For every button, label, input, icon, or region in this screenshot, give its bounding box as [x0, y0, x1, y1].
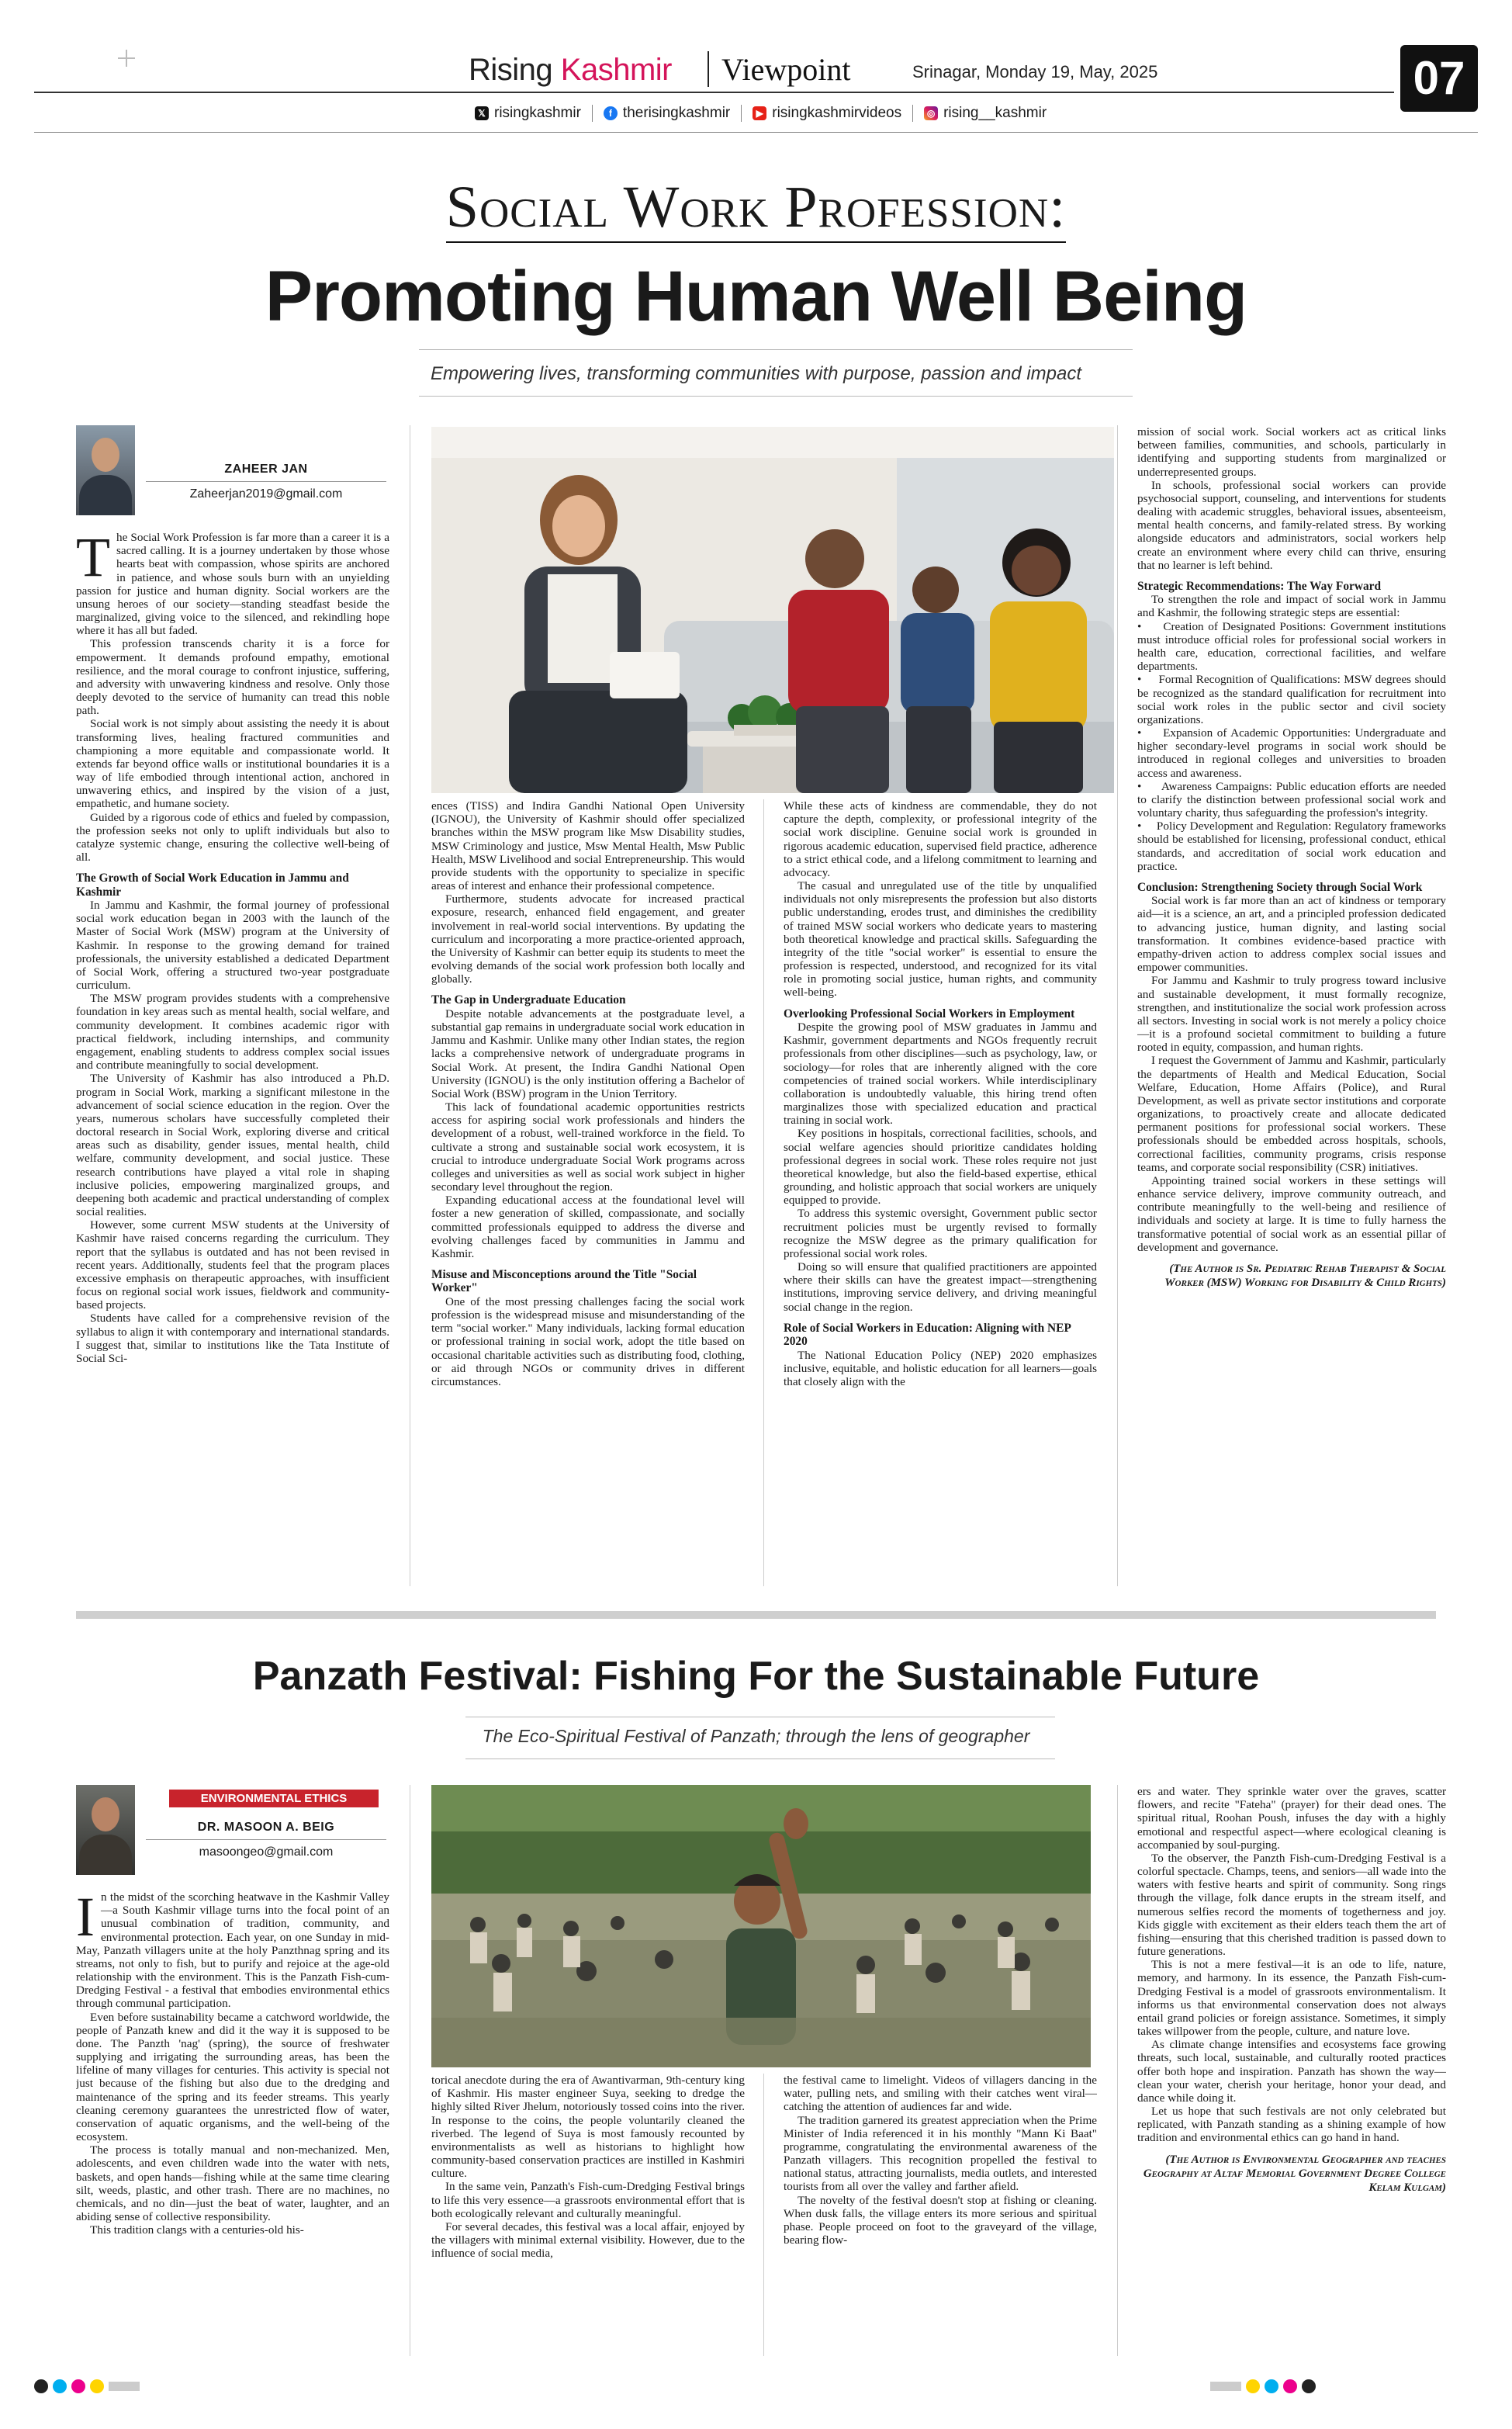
paragraph: mission of social work. Social workers act as critical links between families, communities, and schools, particularly in identifying and supporting students from marginalized or underrepresented groups.	[1137, 425, 1446, 479]
paragraph: For several decades, this festival was a local affair, enjoyed by the villagers with minimal external visibility. However, due to the influence of social media,	[431, 2219, 745, 2261]
subheading: Conclusion: Strengthening Society through Social Work	[1137, 880, 1423, 894]
byline-rule	[146, 481, 386, 482]
social-instagram[interactable]	[924, 105, 1047, 122]
social-youtube[interactable]	[753, 105, 901, 122]
paragraph: The novelty of the festival doesn't stop at fishing or cleaning. When dusk falls, the village enters its more serious and spiritual phase. People proceed on foot to the graveyard of the village, bearing flow-	[784, 2193, 1097, 2247]
kicker-text: Social Work Profession:	[446, 175, 1066, 243]
paragraph: While these acts of kindness are commendable, they do not capture the depth, complexity, or professional integrity of the social work discipline. Genuine social work is grounded in rigorous academic education, supervised field practice, adherence to a strict ethical code, and a lifelong commitment to learning and advocacy.	[784, 799, 1097, 879]
paragraph: Furthermore, students advocate for increased practical exposure, research, enhanced field engagement, and greater involvement in real-world social interventions. By updating the curriculum and incorporating a more practice-oriented approach, the University of Kashmir can better equip its students to meet the evolving demands of the social work profession both locally and globally.	[431, 892, 745, 986]
paragraph: To address this systemic oversight, Government public sector recruitment policies must be urgently revised to formally recognize the MSW degree as the primary qualification for professional social work roles.	[784, 1207, 1097, 1260]
print-registration-left	[34, 2376, 140, 2396]
paragraph: For Jammu and Kashmir to truly progress toward inclusive and sustainable development, it must formally recognize, strengthen, and institutionalize the social work profession across all sectors. Investing in social work is not merely a policy choice—it is a profound societal commitment to building a future rooted in equity, compassion, and human rights.	[1137, 974, 1446, 1055]
paragraph: Expanding educational access at the foundational level will foster a new generation of skilled, compassionate, and socially committed professionals equipped to address the diverse and evolving challenges faced by communities in Jammu and Kashmir.	[431, 1194, 745, 1260]
list-item: • Expansion of Academic Opportunities: Undergraduate and higher secondary-level programs in social work should be introduced in regional colleges and universities to broaden access and awareness.	[1137, 726, 1446, 780]
masthead-rule-2	[34, 132, 1478, 133]
divider	[741, 105, 742, 122]
paragraph: ers and water. They sprinkle water over the graves, scatter flowers, and recite "Fateha" (prayer) for their dead ones. The spiritual ritual, Roohan Poush, infuses the day with a highly emotional and respectful aspect—where ecological cleaning is accompanied by soul-purging.	[1137, 1785, 1446, 1852]
story1-column-1	[76, 531, 389, 1588]
paragraph: In Jammu and Kashmir, the formal journey of professional social work education began in 2003 with the launch of the Master of Social Work (MSW) program at the University of Kashmir. In response to the growing demand for trained professionals, the university established a dedicated Department of Social Work, offering a structured two-year postgraduate curriculum.	[76, 899, 389, 993]
subheading: Strategic Recommendations: The Way Forward	[1137, 579, 1382, 593]
social-x[interactable]	[475, 105, 581, 122]
column-rule	[1117, 425, 1118, 1586]
deck-rule	[419, 396, 1133, 397]
story1-headline: Promoting Human Well Being	[265, 257, 1247, 336]
social-label: risingkashmir	[494, 105, 581, 121]
paragraph: One of the most pressing challenges facing the social work profession is the widespread misuse and misunderstanding of the term "social worker." Many individuals, lacking formal education or professional training in social work, adopt the title based on occasional charitable activities such as distributing food, clothing, or aid through NGOs or community drives in different circumstances.	[431, 1294, 745, 1388]
paragraph: In schools, professional social workers can provide psychosocial support, counseling, and interventions for students dealing with academic struggles, behavioral issues, absenteeism, mental health concerns, and family-related stress. By working alongside educators and administrators, social workers help create an environment where every child can thrive, ensuring that no learner is left behind.	[1137, 478, 1446, 572]
byline-rule	[146, 1839, 386, 1840]
author-email: Zaheerjan2019@gmail.com	[189, 487, 343, 501]
social-label: rising__kashmir	[943, 105, 1047, 121]
instagram-icon: ◎	[924, 106, 938, 120]
story2-column-1	[76, 1890, 389, 2356]
page-number: 07	[1400, 45, 1478, 112]
author-credit: (The Author is Environmental Geographer and teaches Geography at Altaf Memorial Government Degree College Kelam Kulgam)	[1143, 2153, 1446, 2194]
subheading: The Gap in Undergraduate Education	[431, 993, 626, 1007]
paragraph: The process is totally manual and non-mechanized. Men, adolescents, and even children wade into the water with nets, baskets, and open hands—fishing while at the same time clearing silt, weeds, plastic, and other trash. There are no machines, no chemicals, and no din—just the beat of water, laughter, and an abiding sense of collective responsibility.	[76, 2143, 389, 2224]
paragraph: The tradition garnered its greatest appreciation when the Prime Minister of India referenced it in his monthly "Mann Ki Baat" programme, congratulating the environmental awareness of the Panzath villagers. This recognition propelled the festival to national status, attracting journalists, media outlets, and interested tourists from all over the valley and farther afield.	[784, 2113, 1097, 2194]
social-facebook[interactable]	[604, 105, 730, 122]
author-email: masoongeo@gmail.com	[199, 1845, 334, 1859]
paragraph: ences (TISS) and Indira Gandhi National Open University (IGNOU), the University of Kashmir should offer specialized branches within the MSW program like Msw Disability studies, MSW Criminology and justice, Msw Mental Health, Msw Public Health, MSW Livelihood and social Entrepreneurship. This would provide students with the opportunity to specialize in specific areas of interest and enhance their professional competence.	[431, 799, 745, 893]
youtube-icon: ▶	[753, 106, 766, 120]
paragraph: In the same vein, Panzath's Fish-cum-Dredging Festival brings to life this very essence—a grassroots environmental effort that is both ecologically relevant and culturally meaningful.	[431, 2180, 745, 2220]
deck-rule	[419, 349, 1133, 350]
paragraph: The National Education Policy (NEP) 2020 emphasizes inclusive, equitable, and holistic education for all learners—goals that closely align with the	[784, 1348, 1097, 1388]
paragraph: Doing so will ensure that qualified practitioners are appointed where their skills can have the greatest impact—strengthening institutions, improving service delivery, and driving meaningful social change in the region.	[784, 1260, 1097, 1314]
social-label: therisingkashmir	[622, 105, 731, 121]
story2-deck: The Eco-Spiritual Festival of Panzath; through the lens of geographer	[482, 1726, 1030, 1746]
social-label: risingkashmirvideos	[772, 105, 902, 121]
story2-column-3	[784, 2074, 1097, 2356]
paragraph: Guided by a rigorous code of ethics and fueled by compassion, the profession seeks not only to uplift individuals but also to catalyze systemic change, ensuring the collective well-being of all.	[76, 810, 389, 865]
story1-photo	[431, 427, 1114, 793]
list-item: • Formal Recognition of Qualifications: MSW degrees should be recognized as the standard qualification for recruitment into social work roles in the public sector and civil society organizations.	[1137, 673, 1446, 726]
masthead-separator	[708, 51, 709, 87]
paragraph: Social work is not simply about assisting the needy it is about transforming lives, healing fractured communities and championing a more equitable and compassionate world. It extends far beyond office walls or institutional boundaries it is a way of life embodied through intentional action, anchored in unwavering ethics, and inspired by the vision of a just, empathetic, and humane society.	[76, 717, 389, 811]
subheading: The Growth of Social Work Education in Jammu and Kashmir	[76, 871, 349, 899]
paragraph: This tradition clangs with a centuries-old his-	[90, 2223, 304, 2237]
section-name: Viewpoint	[721, 52, 851, 87]
story1-column-2	[431, 799, 745, 1588]
paragraph: Appointing trained social workers in these settings will enhance service delivery, improve community outreach, and contribute meaningfully to the well-being and resilience of individuals and society at large. It is time to fully harness the transformative potential of social work as an essential pillar of development and governance.	[1137, 1173, 1446, 1254]
recommendations-list	[1137, 620, 1446, 873]
paragraph: To the observer, the Panzth Fish-cum-Dredging Festival is a colorful spectacle. Champs, teens, and seniors—all wade into the waters with festive hearts and spirit of community. Song rings through the village, folk dance erupts in the stream itself, and numerous selfies record the moments of togetherness and joy. Kids giggle with excitement as their elders teach them the art of fishing—ensuring that this cherished tradition is passed down to future generations.	[1137, 1851, 1446, 1959]
masthead	[34, 45, 1478, 104]
story2-byline	[76, 1785, 389, 1883]
festival-illustration	[431, 1785, 1091, 2067]
print-registration-right	[1210, 2376, 1316, 2396]
paragraph: This profession transcends charity it is a force for empowerment. It demands profound empathy, emotional resilience, and the moral courage to confront injustice, suffering, and adversity with unwavering kindness and resolve. Only those deeply devoted to the service of humanity can tread this noble path.	[76, 637, 389, 718]
paragraph: Despite the growing pool of MSW graduates in Jammu and Kashmir, government departments and NGOs frequently recruit professionals from other disciplines—such as psychology, law, or sociology—for roles that are inherently aligned with the core competencies of trained social workers. While interdisciplinary collaboration is undoubtedly valuable, this hiring trend often marginalizes those with specialized education and practical training in social work.	[784, 1020, 1097, 1128]
divider	[912, 105, 913, 122]
social-links	[475, 102, 1047, 124]
paragraph: n the midst of the scorching heatwave in the Kashmir Valley—a South Kashmir village turns into the focal point of an unusual combination of tradition, community, and environmental protection. Each year, on one Sunday in mid-May, Panzath villagers unite at the holy Panzthnag spring and its streams, not only to fish, but to purify and rejoice at the age-old relationship with the environment. This is the Panzath Fish-cum-Dredging Festival - a festival that embodies environmental ethics through communal participation.	[76, 1890, 389, 2011]
paragraph: Despite notable advancements at the postgraduate level, a substantial gap remains in undergraduate social work education in Jammu and Kashmir. Unlike many other Indian states, the region lacks a comprehensive network of undergraduate programs in Social Work. At present, the Indira Gandhi National Open University (IGNOU) is the only institution offering a Bachelor of Social Work (BSW) program in the Union Territory.	[431, 1007, 745, 1100]
story1-column-3	[784, 799, 1097, 1588]
author-photo	[76, 1785, 135, 1875]
author-name: ZAHEER JAN	[224, 463, 308, 476]
paragraph: he Social Work Profession is far more than a career it is a sacred calling. It is a journey undertaken by those whose hearts beat with compassion, whose spirits are anchored in patience, and whose souls burn with an unyielding passion for justice and human dignity. Social workers are the unsung heroes of our society—standing steadfast beside the marginalized, giving voice to the silenced, and rekindling hope where it has all but faded.	[76, 531, 389, 638]
story2-column-4	[1137, 1785, 1446, 2356]
author-photo	[76, 425, 135, 515]
column-rule	[763, 799, 764, 1586]
list-item: • Policy Development and Regulation: Regulatory frameworks should be established for licensing, professional conduct, ethical standards, and accreditation of social work education and practice.	[1137, 819, 1446, 873]
story1-column-4	[1137, 425, 1446, 1588]
paragraph: Students have called for a comprehensive revision of the syllabus to align it with contemporary and international standards. I suggest that, similar to institutions like the Tata Institute of Social Sci-	[76, 1312, 389, 1365]
paragraph: Even before sustainability became a catchword worldwide, the people of Panzath knew and did it the way it is supposed to be done. The Panzth 'nag' (spring), the source of freshwater supplying and irrigating the surrounding areas, has been the lifeline of many villages for centuries. This activity is special not just because of the fishing but also due to the dredging and maintenance of the spring and its feeder streams. This yearly cleaning ceremony guarantees the unrestricted flow of water, conservation of aquatic organisms, and the well-being of the ecosystem.	[76, 2010, 389, 2144]
list-item: • Awareness Campaigns: Public education efforts are needed to clarify the distinction between professional social work and voluntary charity, thus safeguarding the profession's integrity.	[1137, 779, 1446, 820]
paragraph: As climate change intensifies and ecosystems face growing threats, such local, sustainable, and culturally rooted practices offer both hope and inspiration. Panzath has shown the way—clean your water, cherish your heritage, honor your dead, and dance while doing it.	[1137, 2038, 1446, 2105]
story2-headline: Panzath Festival: Fishing For the Sustainable Future	[252, 1654, 1260, 1699]
paragraph: Let us hope that such festivals are not only celebrated but replicated, with Panzath standing as a shining example of how tradition and environmental ethics can go hand in hand.	[1137, 2105, 1446, 2145]
story-divider	[76, 1611, 1436, 1619]
paragraph: This lack of foundational academic opportunities restricts access for aspiring social work professionals and hinders the development of a robust, well-trained workforce in the field. To cultivate a strong and sustainable social work ecosystem, it is crucial to introduce undergraduate Social Work programs across colleges and universities as well as social work subject in higher secondary level throughout the region.	[431, 1100, 745, 1194]
dateline: Srinagar, Monday 19, May, 2025	[912, 62, 1158, 81]
drop-cap: I	[76, 1890, 95, 1948]
subheading: Role of Social Workers in Education: Aligning with NEP 2020	[784, 1321, 1071, 1349]
paragraph: The casual and unregulated use of the title by unqualified individuals not only misrepresents the profession but also distorts public understanding, erodes trust, and diminishes the credibility of trained MSW social workers who dedicate years to mastering both theoretical knowledge and practical skills. Safeguarding the integrity of the title "social worker" is essential to ensure the profession is respected, understood, and recognized for its vital role in promoting social justice, human rights, and community well-being.	[784, 879, 1097, 1000]
paragraph: To strengthen the role and impact of social work in Jammu and Kashmir, the following strategic steps are essential:	[1137, 593, 1446, 620]
story2-photo	[431, 1785, 1091, 2067]
divider	[592, 105, 593, 122]
paragraph: The University of Kashmir has also introduced a Ph.D. program in Social Work, marking a significant milestone in the advancement of social science education in the region. Over the years, numerous scholars have successfully completed their doctoral research in Social Work, exploring diverse and critical areas such as disability, gender issues, mental health, child welfare, community development, and social justice. These research contributions have played a vital role in shaping inclusive policies, empowering marginalized groups, and deepening both academic and practical understanding of complex social realities.	[76, 1072, 389, 1219]
subheading: Misuse and Misconceptions around the Title "Social Worker"	[431, 1268, 697, 1295]
paragraph: This is not a mere festival—it is an ode to life, nature, memory, and harmony. In its essence, the Panzath Fish-cum-Dredging Festival is a model of grassroots environmentalism. It informs us that environmental conservation does not always entail grand policies or foreign assistance. Sometimes, it simply takes willpower from the people, culture, and nature love.	[1137, 1958, 1446, 2039]
masthead-rule	[34, 92, 1394, 93]
paragraph: However, some current MSW students at the University of Kashmir have raised concerns regarding the curriculum. They report that the syllabus is outdated and has not been revised in recent years. Additionally, students feel that the program places excessive emphasis on therapeutic approaches, with insufficient focus on regional social work issues, fieldwork and community-based projects.	[76, 1218, 389, 1312]
list-item: • Creation of Designated Positions: Government institutions must introduce official roles for professional social workers in health care, education, correctional facilities, and welfare departments.	[1137, 619, 1446, 674]
drop-cap: T	[76, 531, 110, 588]
column-rule	[1117, 1785, 1118, 2356]
brand-logo: Rising Kashmir	[469, 53, 672, 87]
paragraph: the festival came to limelight. Videos of villagers dancing in the water, pulling nets, and smiling with their catches went viral—catching the attention of audiences far and wide.	[784, 2074, 1097, 2114]
facebook-icon: f	[604, 106, 618, 120]
story1-kicker	[0, 174, 1512, 241]
counseling-illustration	[431, 427, 1114, 793]
story2-column-2	[431, 2074, 745, 2356]
column-rule	[763, 2074, 764, 2356]
subheading: Overlooking Professional Social Workers in Employment	[784, 1007, 1075, 1020]
x-icon: 𝕏	[475, 106, 489, 120]
column-tag: ENVIRONMENTAL ETHICS	[169, 1790, 379, 1807]
paragraph: Key positions in hospitals, correctional facilities, schools, and social welfare agencies should prioritize candidates holding professional degrees in social work. These roles require not just theoretical knowledge, but also the field-based expertise, ethical grounding, and holistic approach that social workers are uniquely equipped to provide.	[784, 1127, 1097, 1208]
paragraph: I request the Government of Jammu and Kashmir, particularly the departments of Health and Medical Education, Social Welfare, Education, Home Affairs (Police), and Rural Development, as well as private sector institutions and corporate organizations, to proactively create and allocate dedicated permanent positions for professional social workers. These professionals should be embedded across hospitals, schools, correctional facilities, community programs, crisis response teams, and corporate social responsibility (CSR) initiatives.	[1137, 1054, 1446, 1174]
author-name: DR. MASOON A. BEIG	[197, 1821, 335, 1834]
paragraph: The MSW program provides students with a comprehensive foundation in key areas such as mental health, social welfare, and community development. It combines academic rigor with practical fieldwork, including internships, and community engagement, enabling students to address complex social issues and contribute meaningfully to social development.	[76, 992, 389, 1072]
story1-byline	[76, 425, 389, 523]
author-credit: (The Author is Sr. Pediatric Rehab Therapist & Social Worker (MSW) Working for Disability & Child Rights)	[1164, 1262, 1446, 1289]
story1-deck: Empowering lives, transforming communities with purpose, passion and impact	[430, 363, 1082, 384]
paragraph: Social work is far more than an act of kindness or temporary aid—it is a science, an art, and a principled profession dedicated to advancing justice, human dignity, and lasting social transformation. It combines evidence-based practice with empathy-driven action to address complex social issues and empower communities.	[1137, 894, 1446, 975]
paragraph: torical anecdote during the era of Awantivarman, 9th-century king of Kashmir. His master engineer Suya, seeking to dredge the highly silted River Jhelum, notoriously tossed coins into the river. In response to the coins, the people voluntarily cleaned the riverbed. The legend of Suya is most famously recounted by environmentalists as well as historians to highlight how community-based conservation practices are instilled in Kashmiri culture.	[431, 2074, 745, 2181]
